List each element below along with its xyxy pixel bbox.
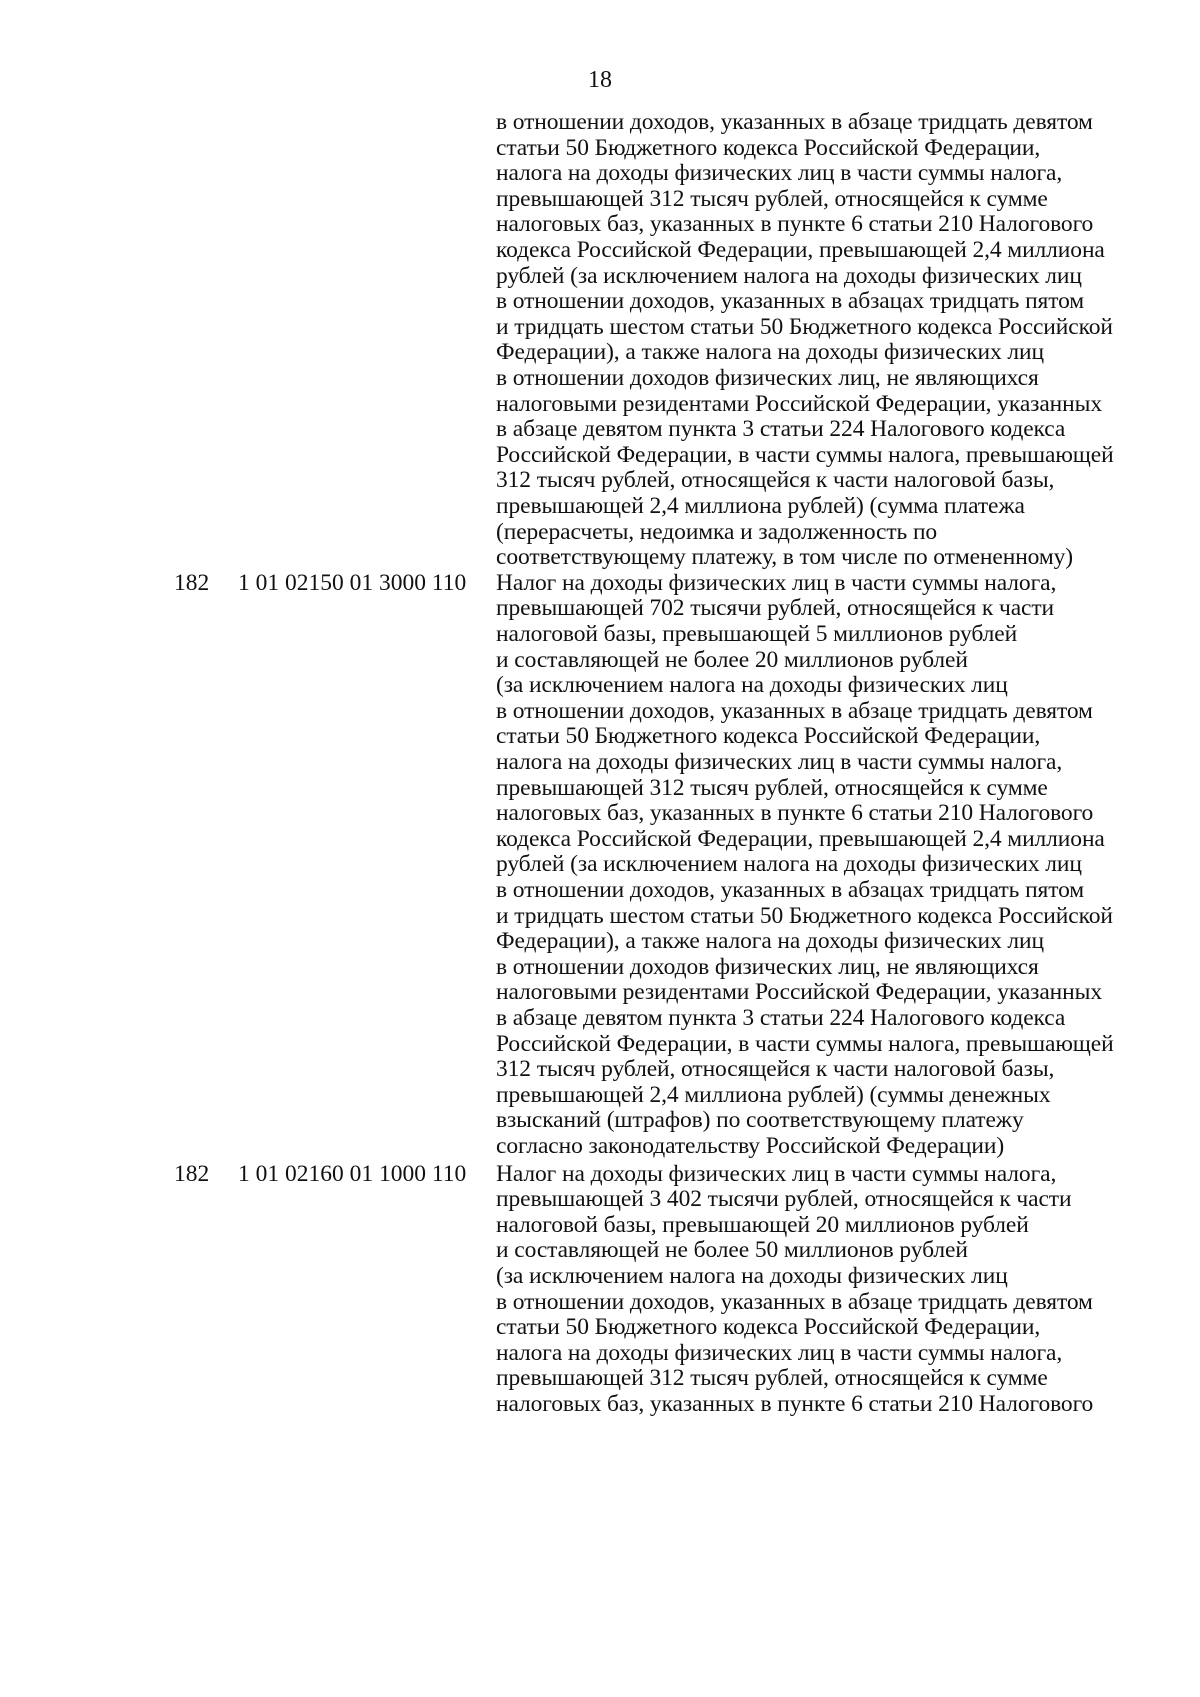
text-line: налога на доходы физических лиц в части суммы налога, [496, 160, 1063, 187]
text-line: налоговыми резидентами Российской Федерации, указанных [496, 390, 1102, 417]
text-line: налога на доходы физических лиц в части суммы налога, [496, 1339, 1063, 1366]
text-line: статьи 50 Бюджетного кодекса Российской Федерации, [496, 1314, 1041, 1341]
budget-classification-code: 1 01 02150 01 3000 110 [238, 569, 467, 596]
text-line: статьи 50 Бюджетного кодекса Российской Федерации, [496, 723, 1041, 750]
text-line: превышающей 312 тысяч рублей, относящейся к сумме [496, 185, 1048, 212]
text-line: согласно законодательству Российской Федерации) [496, 1133, 1005, 1159]
text-line: налоговыми резидентами Российской Федерации, указанных [496, 979, 1102, 1006]
text-line: в отношении доходов, указанных в абзацах тридцать пятом [496, 288, 1085, 315]
text-line: налога на доходы физических лиц в части суммы налога, [496, 749, 1063, 775]
text-line: 312 тысяч рублей, относящейся к части налоговой базы, [496, 1056, 1055, 1083]
text-line: превышающей 3 402 тысячи рублей, относящейся к части [496, 1186, 1072, 1213]
budget-classification-code: 1 01 02160 01 1000 110 [238, 1160, 467, 1187]
text-line: рублей (за исключением налога на доходы физических лиц [496, 262, 1082, 289]
text-line: кодекса Российской Федерации, превышающей 2,4 миллиона [496, 237, 1105, 263]
text-line: налоговой базы, превышающей 5 миллионов рублей [496, 621, 1018, 647]
text-line: Российской Федерации, в части суммы налога, превышающей [496, 441, 1114, 468]
text-line: Федерации), а также налога на доходы физических лиц [496, 339, 1045, 366]
text-line: кодекса Российской Федерации, превышающей 2,4 миллиона [496, 825, 1105, 852]
text-line: Налог на доходы физических лиц в части суммы налога, [496, 1160, 1057, 1187]
text-line: налоговых баз, указанных в пункте 6 статьи 210 Налогового [496, 800, 1094, 827]
text-line: (за исключением налога на доходы физических лиц [496, 1263, 1008, 1289]
text-line: рублей (за исключением налога на доходы физических лиц [496, 851, 1082, 878]
text-line: превышающей 702 тысячи рублей, относящейся к части [496, 595, 1055, 622]
text-line: Налог на доходы физических лиц в части суммы налога, [496, 569, 1057, 596]
text-line: в отношении доходов, указанных в абзаце тридцать девятом [496, 697, 1093, 724]
text-line: статьи 50 Бюджетного кодекса Российской Федерации, [496, 134, 1041, 161]
text-line: и тридцать шестом статьи 50 Бюджетного кодекса Российской [496, 902, 1113, 929]
text-line: 312 тысяч рублей, относящейся к части налоговой базы, [496, 467, 1055, 494]
text-line: превышающей 312 тысяч рублей, относящейся к сумме [496, 774, 1048, 801]
text-line: в отношении доходов, указанных в абзаце тридцать девятом [496, 109, 1093, 135]
text-line: Российской Федерации, в части суммы налога, превышающей [496, 1030, 1114, 1057]
admin-code: 182 [174, 1160, 210, 1187]
text-line: в абзаце девятом пункта 3 статьи 224 Налогового кодекса [496, 1005, 1066, 1031]
text-line: (перерасчеты, недоимка и задолженность по [496, 518, 938, 545]
text-line: и тридцать шестом статьи 50 Бюджетного кодекса Российской [496, 313, 1113, 340]
text-line: превышающей 2,4 миллиона рублей) (сумма платежа [496, 493, 1025, 519]
text-line: в отношении доходов, указанных в абзаце тридцать девятом [496, 1288, 1093, 1315]
text-line: в отношении доходов физических лиц, не являющихся [496, 365, 1039, 391]
text-line: (за исключением налога на доходы физических лиц [496, 672, 1008, 699]
text-line: Федерации), а также налога на доходы физических лиц [496, 928, 1045, 955]
text-line: взысканий (штрафов) по соответствующему платежу [496, 1107, 1024, 1134]
text-line: превышающей 2,4 миллиона рублей) (суммы денежных [496, 1081, 1051, 1108]
text-line: и составляющей не более 20 миллионов рублей [496, 646, 968, 673]
text-line: в отношении доходов физических лиц, не являющихся [496, 953, 1039, 980]
text-line: в отношении доходов, указанных в абзацах тридцать пятом [496, 877, 1085, 903]
text-line: налоговых баз, указанных в пункте 6 статьи 210 Налогового [496, 1391, 1094, 1417]
text-line: налоговой базы, превышающей 20 миллионов рублей [496, 1211, 1029, 1238]
text-line: превышающей 312 тысяч рублей, относящейся к сумме [496, 1365, 1048, 1392]
text-line: в абзаце девятом пункта 3 статьи 224 Налогового кодекса [496, 416, 1066, 443]
text-line: соответствующему платежу, в том числе по отмененному) [496, 544, 1074, 571]
admin-code: 182 [174, 569, 210, 596]
page-number: 18 [588, 67, 612, 93]
text-line: налоговых баз, указанных в пункте 6 статьи 210 Налогового [496, 211, 1094, 238]
text-line: и составляющей не более 50 миллионов рублей [496, 1237, 968, 1264]
